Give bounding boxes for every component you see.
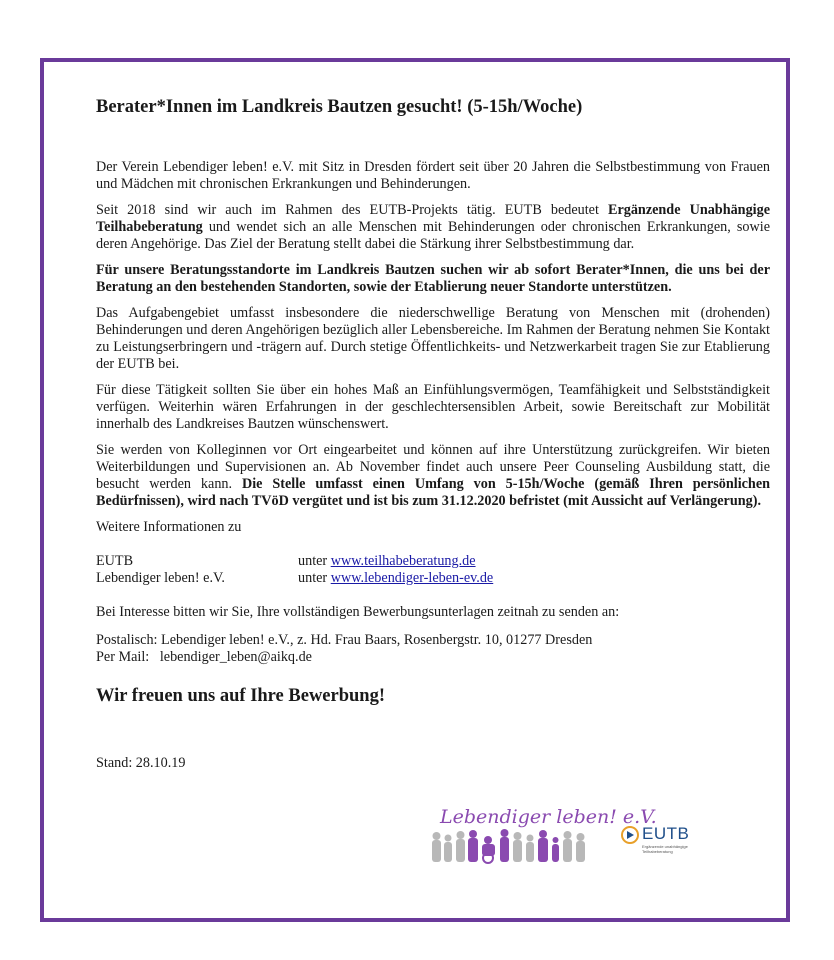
info-intro: Weitere Informationen zu [96,519,242,535]
lebendiger-link[interactable]: www.lebendiger-leben-ev.de [330,570,494,586]
paragraph-tasks: Das Aufgabengebiet umfasst insbesondere die niederschwellige Beratung von Menschen mit (drohenden) Behinderungen und deren Angehörigen bezüglich aller Lebensbereiche. Im Rahmen der Beratung nehmen Sie Kontakt zu Leistungserbringern und -trägern auf. Durch stetige Öffentlichkeits- und Netzwerkarbeit tragen Sie zur Etablierung der EUTB bei. [96,305,770,372]
eutb-logo-text: EUTB [642,824,690,843]
position-terms: Die Stelle umfasst einen Umfang von 5-15h/Woche (gemäß Ihren persönlichen Bedürfnissen), wird nach TVöD vergütet und ist bis zum 31.12.2020 befristet (mit Aussicht auf Verlängerung). [96,476,771,509]
paragraph-requirements: Für diese Tätigkeit sollten Sie über ein hohes Maß an Einfühlungsvermögen, Teamfähigkeit und Selbstständigkeit verfügen. Weiterhin wären Erfahrungen in der geschlechtersensiblen Arbeit, sowie Bereitschaft zur Mobilität innerhalb des Landkreises Bautzen wünschenswert. [96,382,770,432]
link-row-eutb: EUTB unter www.teilhabeberatung.de [96,553,476,569]
paragraph-offer: Sie werden von Kolleginnen vor Ort eingearbeitet und können auf ihre Unterstützung zurückgreifen. Wir bieten Weiterbildungen und Supervisionen an. Ab November findet auch unsere Peer Counseling Ausbildung statt, die besucht werden kann. Die Stelle umfasst einen Umfang von 5-15h/Woche (gemäß Ihren persönlichen Bedürfnissen), wird nach TVöD vergütet und ist bis zum 31.12.2020 befristet (mit Aussicht auf Verlängerung). [96,442,771,509]
people-silhouettes-icon [430,806,595,866]
apply-text: Bei Interesse bitten wir Sie, Ihre vollständigen Bewerbungsunterlagen zeitnah zu senden an: [96,604,620,620]
lebendiger-leben-logo [430,806,657,866]
paragraph-intro: Der Verein Lebendiger leben! e.V. mit Sitz in Dresden fördert seit über 20 Jahren die Selbstbestimmung von Frauen und Mädchen mit chronischen Erkrankungen und Behinderungen. [96,159,770,192]
eutb-logo-subtitle: Ergänzende unabhängige Teilhabeberatung [642,844,688,854]
eutb-definition: Ergänzende Unabhängige Teilhabeberatung [96,202,770,235]
link-row-lebendiger: Lebendiger leben! e.V. unter www.lebendiger-leben-ev.de [96,570,494,586]
paragraph-search: Für unsere Beratungsstandorte im Landkreis Bautzen suchen wir ab sofort Berater*Innen, die uns bei der Beratung an den bestehenden Standorten, sowie der Etablierung neuer Standorte unterstützen. [96,262,770,295]
postal-address: Postalisch: Lebendiger leben! e.V., z. Hd. Frau Baars, Rosenbergstr. 10, 01277 Dresden [96,632,593,648]
stand-date: Stand: 28.10.19 [96,755,186,771]
closing-line: Wir freuen uns auf Ihre Bewerbung! [96,686,386,706]
mail-address: Per Mail: lebendiger_leben@aikq.de [96,649,312,665]
logo-text: Lebendiger leben! e.V. [440,806,657,828]
eutb-link[interactable]: www.teilhabeberatung.de [330,553,476,569]
paragraph-eutb: Seit 2018 sind wir auch im Rahmen des EUTB-Projekts tätig. EUTB bedeutet Ergänzende Unabhängige Teilhabeberatung und wendet sich an alle Menschen mit Behinderungen oder chronischen Erkrankungen, sowie deren Angehörige. Das Ziel der Beratung stellt dabei die Stärkung ihrer Selbstbestimmung dar. [96,202,770,252]
eutb-logo [620,822,710,862]
job-posting [96,96,770,772]
link-label: EUTB [96,553,134,569]
play-arrow-icon [620,825,640,845]
link-label: Lebendiger leben! e.V. [96,570,225,586]
page-title: Berater*Innen im Landkreis Bautzen gesucht! (5-15h/Woche) [96,97,583,117]
